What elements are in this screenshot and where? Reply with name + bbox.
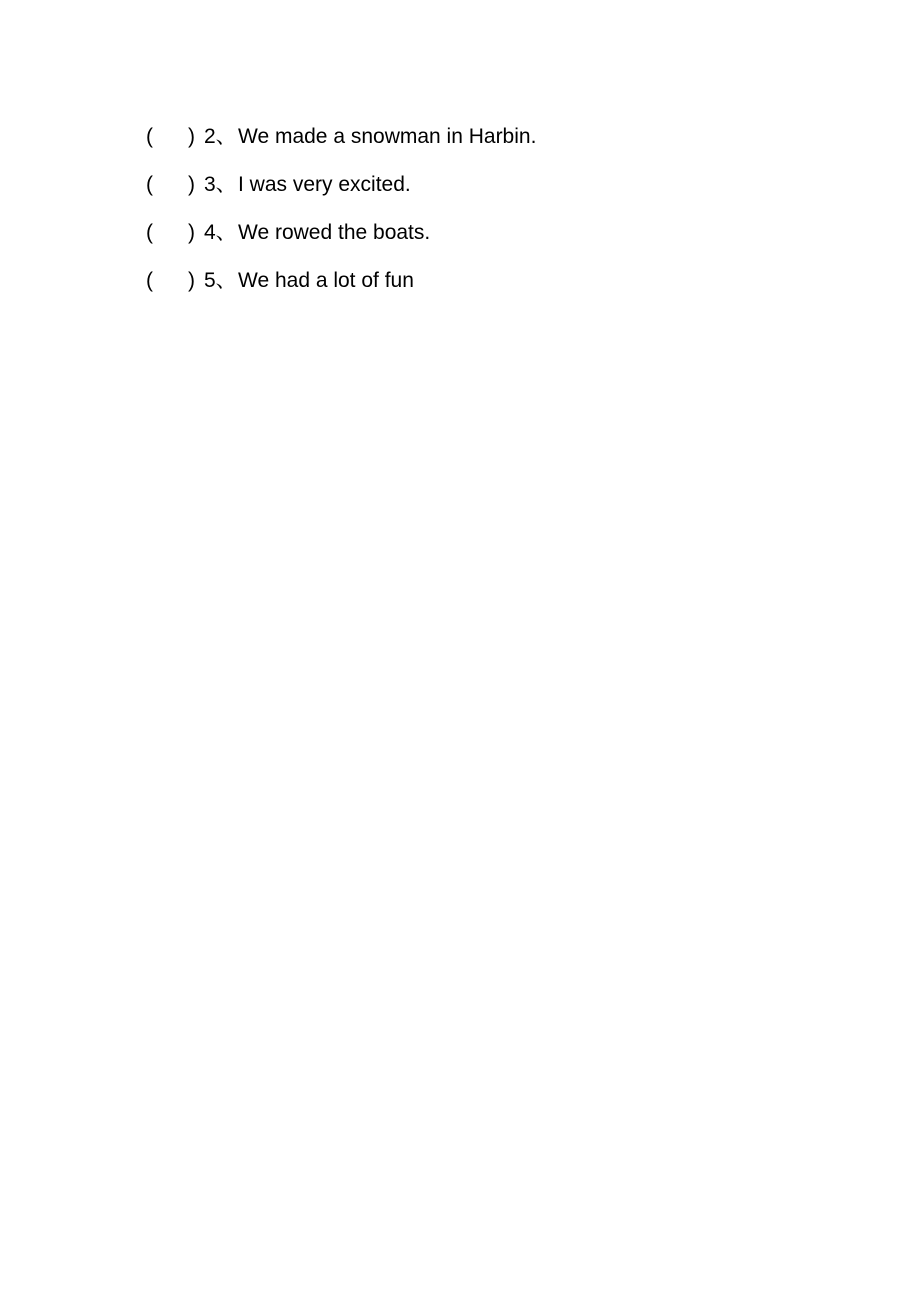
answer-blank-open-paren: ( [146, 173, 153, 196]
item-sentence: We rowed the boats. [238, 221, 431, 244]
answer-blank-close-paren: ) [188, 125, 195, 148]
item-number: 2、 [204, 125, 237, 148]
answer-blank-open-paren: ( [146, 125, 153, 148]
item-number: 5、 [204, 269, 237, 292]
answer-blank-close-paren: ) [188, 269, 195, 292]
item-sentence: We had a lot of fun [238, 269, 414, 292]
item-sentence: We made a snowman in Harbin. [238, 125, 537, 148]
item-number: 3、 [204, 173, 237, 196]
answer-blank-close-paren: ) [188, 221, 195, 244]
answer-blank-close-paren: ) [188, 173, 195, 196]
answer-blank-open-paren: ( [146, 221, 153, 244]
item-number: 4、 [204, 221, 237, 244]
item-sentence: I was very excited. [238, 173, 411, 196]
answer-blank-open-paren: ( [146, 269, 153, 292]
